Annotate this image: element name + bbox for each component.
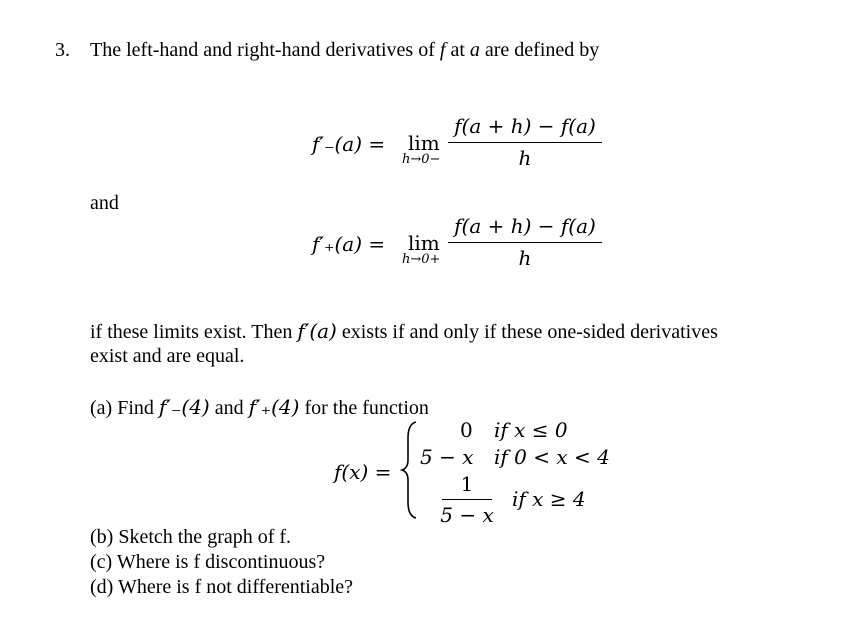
part-a-label: (a) Find bbox=[90, 397, 159, 419]
problem-intro bbox=[90, 40, 599, 60]
intro-text-post: are defined by bbox=[479, 39, 600, 61]
right-derivative-denominator: h bbox=[518, 246, 532, 270]
case1-value: 0 bbox=[460, 418, 473, 442]
intro-f: f bbox=[439, 39, 446, 61]
conclusion-post: exists if and only if these one-sided derivatives bbox=[336, 321, 718, 343]
right-derivative-fraction-bar bbox=[448, 242, 602, 243]
and-word: and bbox=[90, 192, 119, 214]
left-derivative-numerator: f(a + h) − f(a) bbox=[454, 114, 596, 138]
left-derivative-lim-sub: h→0− bbox=[402, 152, 441, 167]
case2-condition: if 0 < x < 4 bbox=[494, 445, 610, 469]
case1-condition: if x ≤ 0 bbox=[494, 418, 568, 442]
case3-condition: if x ≥ 4 bbox=[512, 487, 586, 511]
left-derivative-denominator: h bbox=[518, 146, 532, 170]
part-b-text: (b) Sketch the graph of f. bbox=[90, 526, 292, 548]
part-c-text: (c) Where is f discontinuous? bbox=[90, 551, 326, 573]
right-derivative-lim-sub: h→0+ bbox=[402, 252, 441, 267]
case3-denominator: 5 − x bbox=[440, 503, 494, 527]
problem-number: 3. bbox=[55, 39, 70, 61]
part-a-post: for the function bbox=[299, 397, 429, 419]
conclusion-pre: if these limits exist. Then bbox=[90, 321, 298, 343]
part-a-and: and bbox=[209, 397, 249, 419]
piecewise-brace bbox=[400, 420, 420, 520]
part-a-text bbox=[90, 397, 429, 418]
piecewise-lhs: f(x) = bbox=[334, 460, 392, 484]
case3-numerator: 1 bbox=[460, 472, 474, 496]
intro-text-mid: at bbox=[445, 39, 470, 61]
right-derivative-numerator: f(a + h) − f(a) bbox=[454, 214, 596, 238]
intro-a: a bbox=[469, 39, 480, 61]
case3-fraction-bar bbox=[442, 499, 492, 500]
case2-value: 5 − x bbox=[420, 445, 474, 469]
conclusion-f-prime-a: f′(a) bbox=[297, 319, 337, 343]
right-derivative-lim: lim bbox=[408, 231, 440, 255]
left-derivative-lim: lim bbox=[408, 131, 440, 155]
left-derivative-lhs: f′₋(a) = bbox=[312, 132, 386, 156]
conclusion-line-1 bbox=[90, 321, 718, 342]
part-a-left-derivative: f′₋(4) bbox=[158, 395, 210, 419]
part-d-text: (d) Where is f not differentiable? bbox=[90, 576, 354, 598]
left-derivative-fraction-bar bbox=[448, 142, 602, 143]
intro-text-pre: The left-hand and right-hand derivatives of bbox=[90, 39, 440, 61]
conclusion-line-2: exist and are equal. bbox=[90, 345, 245, 367]
right-derivative-lhs: f′₊(a) = bbox=[312, 232, 386, 256]
part-a-right-derivative: f′₊(4) bbox=[248, 395, 300, 419]
